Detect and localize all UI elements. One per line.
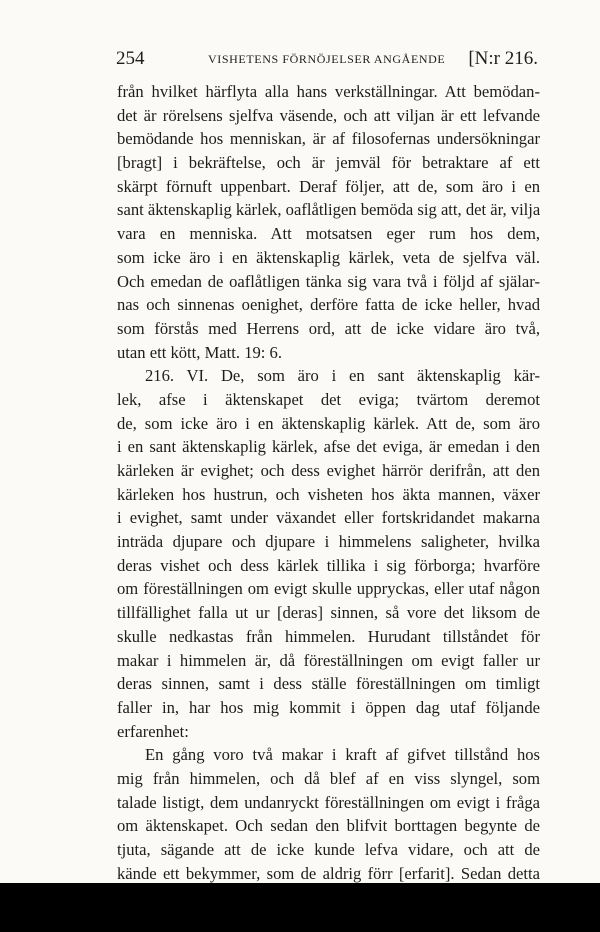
text-line: om äktenskapet. Och sedan den blifvit borttagen begynte de [117, 816, 540, 836]
text-line: tjuta, sägande att de icke kunde lefva vidare, och att de [117, 840, 540, 859]
section-number: [N:r 216. [468, 48, 538, 69]
running-header [116, 48, 548, 72]
text-line: vara en menniska. Att motsatsen eger rum hos dem, [117, 224, 540, 244]
text-line: det är rörelsens sjelfva väsende, och att viljan är ett lefvande [117, 105, 540, 125]
running-title: VISHETENS FÖRNÖJELSER ANGÅENDE [208, 52, 446, 66]
text-line: En gång voro två makar i kraft af gifvet tillstånd hos [145, 745, 540, 765]
text-line: nas och sinnenas oenighet, derföre fatta de icke heller, hvad [117, 295, 540, 315]
text-line: [bragt] i bekräftelse, och är jemväl för betraktare af ett [117, 153, 540, 173]
section-heading-line: 216. VI. De, som äro i en sant äktenskaplig kär- [145, 366, 540, 386]
text-line: Och emedan de oaflåtligen tänka sig vara två i följd af själar- [117, 271, 540, 291]
text-line: som icke äro i en äktenskaplig kärlek, veta de sjelfva väl. [117, 247, 540, 267]
text-line: faller in, har hos mig kommit i öppen dag utaf följande [117, 697, 540, 717]
text-line: som förstås med Herrens ord, att de icke vidare äro två, [117, 318, 540, 338]
text-line: kände ett bekymmer, som de aldrig förr [erfarit]. Sedan detta [117, 863, 540, 883]
text-line: mig från himmelen, och då blef af en viss slyngel, som [117, 768, 540, 788]
text-line: deras sinnen, samt i dess ställe föreställningen om timligt [117, 674, 540, 694]
text-line: talade listigt, dem undanryckt föreställningen om evigt i fråga [117, 792, 540, 812]
text-line: deras vishet och dess kärlek tillika i sig förborga; hvarföre [117, 555, 540, 575]
text-line: de, som icke äro i en äktenskaplig kärlek. Att de, som äro [117, 413, 540, 433]
text-line: kärleken är evighet; och dess evighet härrör derifrån, att den [117, 461, 540, 480]
text-line: bemödande hos menniskan, är af filosofernas undersökningar [117, 129, 540, 149]
section-heading-line: lek, afse i äktenskapet det eviga; tvärtom deremot [117, 389, 540, 409]
text-line: i en sant äktenskaplig kärlek, afse det eviga, är emedan i den [117, 437, 540, 457]
text-line: makar i himmelen är, då föreställningen om evigt faller ur [117, 650, 540, 670]
text-line: utan ett kött, Matt. 19: 6. [117, 342, 282, 362]
text-line: erfarenhet: [117, 721, 189, 741]
text-line: sant äktenskaplig kärlek, oaflåtligen bemöda sig att, det är, vilja [117, 200, 540, 220]
text-line: skärpt förnuft uppenbart. Deraf följer, att de, som äro i en [117, 176, 540, 196]
text-line: kärleken hos hustrun, och visheten hos äkta mannen, växer [117, 484, 540, 504]
text-line: om föreställningen om evigt skulle uppryckas, eller utaf någon [117, 579, 540, 599]
text-line: skulle nedkastas från himmelen. Hurudant tillståndet för [117, 626, 540, 646]
text-line: från hvilket härflyta alla hans verkställningar. Att bemödan- [117, 82, 540, 101]
text-line: inträda djupare och djupare i himmelens saligheter, hvilka [117, 532, 540, 552]
text-line: i evighet, samt under växandet eller fortskridandet makarna [117, 508, 540, 528]
page-number: 254 [116, 48, 145, 69]
text-line: tillfällighet falla ut ur [deras] sinnen, så vore det liksom de [117, 603, 540, 623]
scan-border [0, 883, 600, 932]
body-text [117, 80, 540, 909]
